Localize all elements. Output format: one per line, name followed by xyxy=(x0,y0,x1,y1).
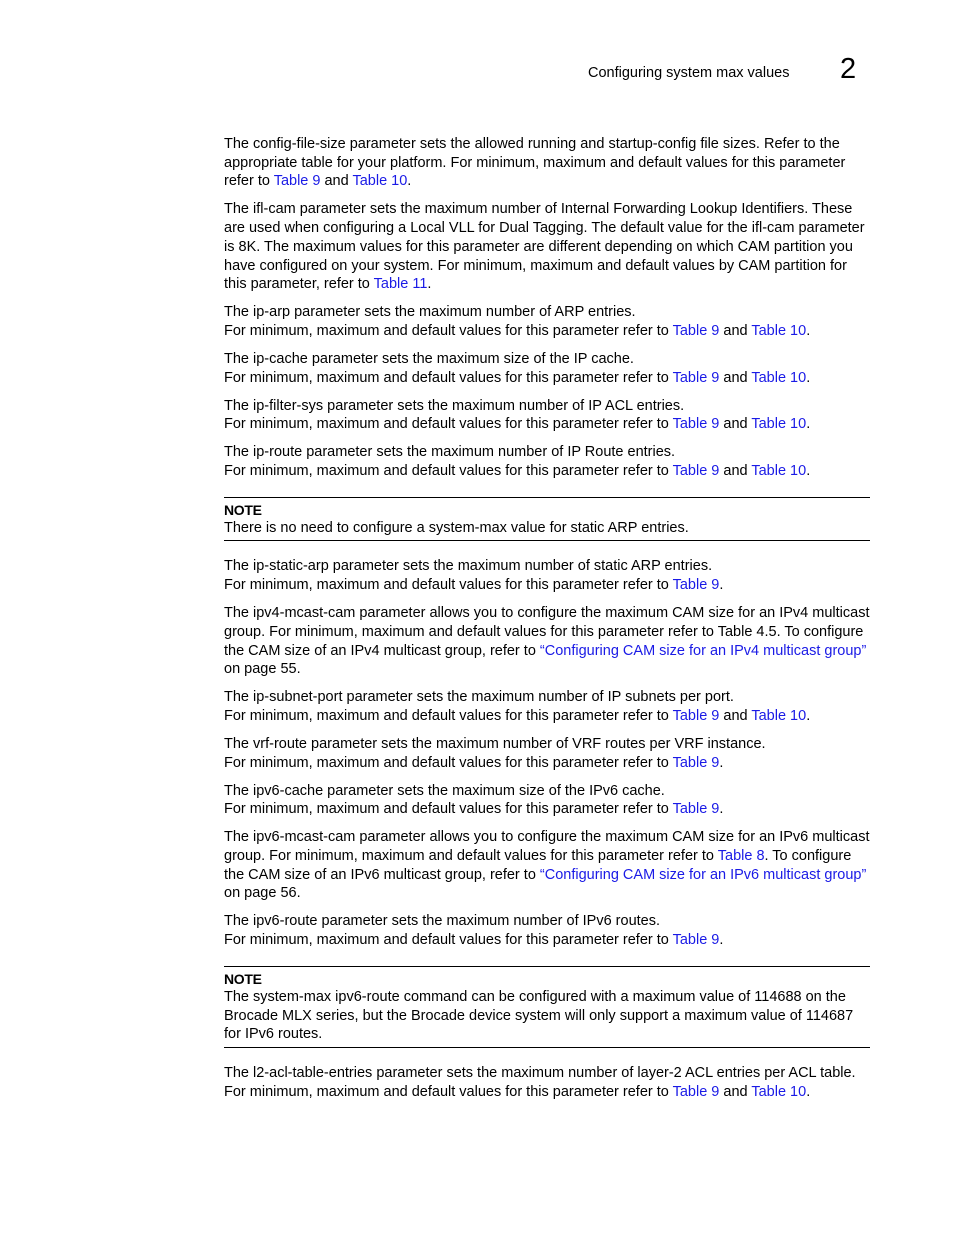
text: . xyxy=(719,754,724,771)
link-table-10[interactable]: Table 10 xyxy=(751,463,807,480)
text: . xyxy=(719,801,724,818)
text: and xyxy=(719,322,752,339)
text: The xyxy=(224,735,254,752)
note-label: NOTE xyxy=(224,501,262,518)
paragraph-ip-subnet-port xyxy=(224,688,870,725)
text: The xyxy=(224,988,254,1005)
link-configuring-cam-ipv4[interactable]: “Configuring CAM size for an IPv4 multicast group” xyxy=(539,642,867,659)
text: parameter sets the maximum number of IPv6 routes. xyxy=(317,913,660,930)
link-table-10[interactable]: Table 10 xyxy=(751,416,807,433)
text: . xyxy=(806,369,811,386)
link-table-10[interactable]: Table 10 xyxy=(751,707,807,724)
note-label: NOTE xyxy=(224,970,262,987)
text: parameter sets the maximum size of the IP cache. xyxy=(307,350,634,367)
text: parameter is 8K. The maximum values for this parameter are different depending on which CAM partition you have configured on your system. For minimum, maximum and default values by CAM partition for this parameter, refer to xyxy=(224,220,865,293)
link-table-9[interactable]: Table 9 xyxy=(672,1083,720,1100)
keyword: config-file-size xyxy=(253,136,346,152)
text: For minimum, maximum and default values for this parameter refer to xyxy=(224,754,673,771)
text: . xyxy=(806,1083,811,1100)
text: The xyxy=(224,201,254,218)
text: parameter sets the maximum number of layer-2 ACL entries per ACL table. xyxy=(372,1064,856,1081)
keyword: ipv6-route xyxy=(253,913,318,930)
paragraph-l2-acl-table-entries xyxy=(224,1064,870,1101)
link-table-9[interactable]: Table 9 xyxy=(672,932,720,949)
paragraph-ip-route xyxy=(224,443,870,480)
text: parameter sets the maximum number of IP ACL entries. xyxy=(323,397,685,414)
text: parameter sets the maximum number of VRF routes per VRF instance. xyxy=(307,735,766,752)
link-table-9[interactable]: Table 9 xyxy=(672,369,720,386)
keyword: l2-acl-table-entries xyxy=(253,1064,373,1081)
link-table-10[interactable]: Table 10 xyxy=(352,173,408,190)
link-table-10[interactable]: Table 10 xyxy=(751,322,807,339)
note-ipv6-route xyxy=(224,966,870,1048)
text: . xyxy=(407,173,412,190)
text: The xyxy=(224,605,254,622)
keyword: ifl-cam xyxy=(253,201,296,218)
paragraph-ipv6-mcast-cam xyxy=(224,828,870,903)
text: and xyxy=(719,416,752,433)
keyword: vrf-route xyxy=(253,735,308,752)
text: The xyxy=(224,397,254,414)
paragraph-config-file-size xyxy=(224,135,870,191)
note-text xyxy=(224,988,870,1044)
text: parameter sets the maximum number of ARP entries. xyxy=(290,304,636,321)
keyword: ip-static-arp xyxy=(253,558,329,575)
text: parameter allows you to configure the maximum CAM size for an IPv6 multicast group. For minimum, maximum and default values for this parameter refer to xyxy=(224,829,870,865)
text: The xyxy=(224,350,254,367)
text: parameter sets the maximum number of Internal Forwarding Lookup Identifiers. These are used when configuring a Local VLL for Dual Tagging. The default value for the xyxy=(224,201,853,237)
text: The xyxy=(224,444,254,461)
keyword: ipv4-mcast-cam xyxy=(253,605,356,622)
text: parameter sets the maximum number of IP subnets per port. xyxy=(342,689,734,706)
paragraph-ip-cache xyxy=(224,350,870,387)
text: . xyxy=(806,463,811,480)
paragraph-vrf-route xyxy=(224,735,870,772)
link-table-10[interactable]: Table 10 xyxy=(751,1083,807,1100)
link-table-9[interactable]: Table 9 xyxy=(672,577,720,594)
link-table-8[interactable]: Table 8 xyxy=(717,848,765,865)
paragraph-ifl-cam xyxy=(224,200,870,294)
paragraph-ipv6-route xyxy=(224,912,870,949)
text: parameter sets the maximum number of IP Route entries. xyxy=(302,444,676,461)
text: parameter sets the allowed running and startup-config file sizes. Refer to the appropriate table for your platform. For minimum, maximum and default values for this parameter refer to xyxy=(224,136,846,190)
text: For minimum, maximum and default values for this parameter refer to xyxy=(224,416,673,433)
keyword: ipv6-cache xyxy=(253,782,324,799)
text: For minimum, maximum and default values for this parameter refer to xyxy=(224,369,673,386)
keyword: ip-cache xyxy=(253,350,308,367)
text: parameter sets the maximum size of the IPv6 cache. xyxy=(323,782,665,799)
link-table-11[interactable]: Table 11 xyxy=(373,276,428,293)
link-table-9[interactable]: Table 9 xyxy=(672,322,720,339)
text: The xyxy=(224,782,254,799)
keyword: system-max ipv6-route xyxy=(253,988,400,1005)
text: and xyxy=(719,1083,752,1100)
link-table-9[interactable]: Table 9 xyxy=(672,463,720,480)
link-table-9[interactable]: Table 9 xyxy=(672,754,720,771)
keyword: ip-subnet-port xyxy=(253,689,343,706)
text: The xyxy=(224,689,254,706)
text: For minimum, maximum and default values for this parameter refer to xyxy=(224,1083,673,1100)
text: The xyxy=(224,304,254,321)
text: . xyxy=(719,932,724,949)
keyword: ip-filter-sys xyxy=(253,397,324,414)
text: . xyxy=(806,322,811,339)
link-table-10[interactable]: Table 10 xyxy=(751,369,807,386)
text: For minimum, maximum and default values for this parameter refer to xyxy=(224,801,673,818)
text: . To configure the CAM size of an IPv6 multicast group, refer to xyxy=(224,848,852,883)
text: The xyxy=(224,913,254,930)
keyword: ip-arp xyxy=(253,304,291,321)
text: The xyxy=(224,558,254,575)
link-configuring-cam-ipv6[interactable]: “Configuring CAM size for an IPv6 multicast group” xyxy=(539,866,867,883)
link-table-9[interactable]: Table 9 xyxy=(273,173,321,190)
text: and xyxy=(719,369,752,386)
paragraph-ip-static-arp xyxy=(224,557,870,594)
text: . xyxy=(719,577,724,594)
note-text: There is no need to configure a system-max value for static ARP entries. xyxy=(224,519,689,536)
text: The xyxy=(224,136,254,152)
text: . xyxy=(806,416,811,433)
link-table-9[interactable]: Table 9 xyxy=(672,707,720,724)
link-table-9[interactable]: Table 9 xyxy=(672,416,720,433)
text: The xyxy=(224,829,254,846)
text: on page 56. xyxy=(224,885,301,902)
chapter-number: 2 xyxy=(840,53,857,85)
keyword: ifl-cam xyxy=(751,220,795,237)
text: parameter allows you to configure the maximum CAM size for an IPv4 multicast group. For minimum, maximum and default values for this parameter refer to Table 4.5. To configure the CAM size of an IPv4 multicast group, refer to xyxy=(224,605,870,659)
text: The xyxy=(224,1064,254,1081)
paragraph-ipv6-cache xyxy=(224,782,870,819)
text: parameter sets the maximum number of static ARP entries. xyxy=(328,558,713,575)
text: For minimum, maximum and default values for this parameter refer to xyxy=(224,707,673,724)
text: and xyxy=(719,463,752,480)
note-static-arp xyxy=(224,497,870,542)
text: command can be configured with a maximum value of 114688 on the Brocade MLX series, but the Brocade device system will only support a maximum value of 114687 for IPv6 routes. xyxy=(224,988,854,1043)
text: For minimum, maximum and default values for this parameter refer to xyxy=(224,932,673,949)
link-table-9[interactable]: Table 9 xyxy=(672,801,720,818)
paragraph-ipv4-mcast-cam xyxy=(224,604,870,679)
text: on page 55. xyxy=(224,661,301,678)
running-header-title: Configuring system max values xyxy=(588,65,790,81)
text: For minimum, maximum and default values for this parameter refer to xyxy=(224,577,673,594)
text: . xyxy=(427,276,432,293)
paragraph-ip-arp xyxy=(224,303,870,340)
text: and xyxy=(320,173,353,190)
text: For minimum, maximum and default values for this parameter refer to xyxy=(224,463,673,480)
text: For minimum, maximum and default values for this parameter refer to xyxy=(224,322,673,339)
keyword: ip-route xyxy=(253,444,303,461)
document-body xyxy=(224,135,870,1111)
text: . xyxy=(806,707,811,724)
text: and xyxy=(719,707,752,724)
paragraph-ip-filter-sys xyxy=(224,397,870,434)
keyword: ipv6-mcast-cam xyxy=(253,829,356,846)
